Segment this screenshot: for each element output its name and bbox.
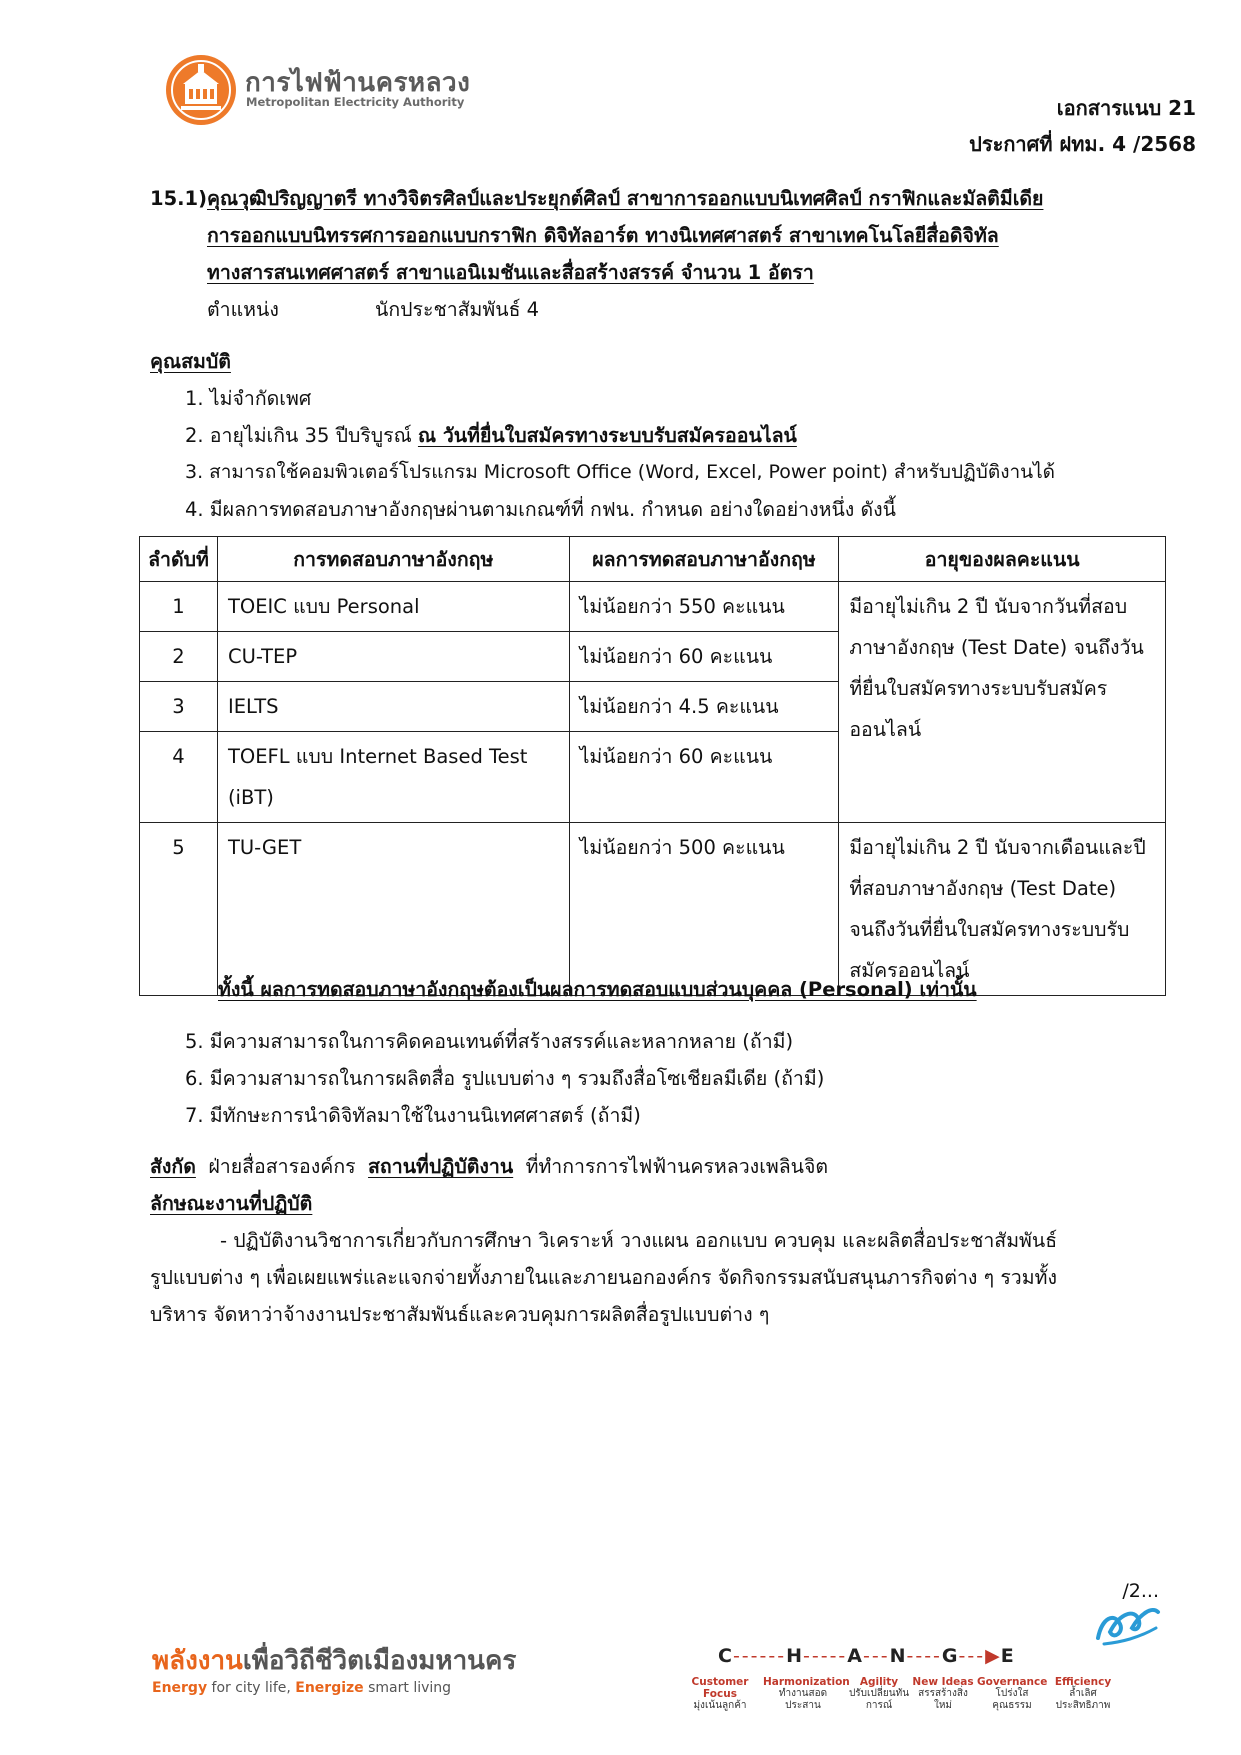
change-letter-h: H — [786, 1645, 803, 1667]
change-letter-n: N — [889, 1645, 907, 1667]
change-item-harmonization — [763, 1676, 850, 1712]
table-header-row — [140, 537, 1166, 582]
qualification-item-2-emphasis: ณ วันที่ยื่นใบสมัครทางระบบรับสมัครออนไลน์ — [417, 424, 797, 447]
qualification-item-1: 1. ไม่จำกัดเพศ — [185, 387, 312, 410]
change-item-efficiency — [1052, 1676, 1114, 1712]
change-item-new-ideas — [912, 1676, 974, 1712]
row-test: IELTS — [217, 682, 569, 732]
slogan-accent: พลังงาน — [152, 1646, 243, 1676]
table-header-no: ลำดับที่ — [140, 537, 218, 582]
table-header-test: การทดสอบภาษาอังกฤษ — [217, 537, 569, 582]
qualification-item-5: 5. มีความสามารถในการคิดคอนเทนต์ที่สร้างสรรค์และหลากหลาย (ถ้ามี) — [185, 1030, 794, 1053]
change-item-en: Efficiency — [1054, 1676, 1112, 1688]
qualification-item-7: 7. มีทักษะการนำดิจิทัลมาใช้ในงานนิเทศศาสตร์ (ถ้ามี) — [185, 1104, 641, 1127]
row-number: 4 — [140, 732, 218, 823]
position-label: ตำแหน่ง — [207, 298, 279, 321]
change-item-en: Harmonization — [763, 1676, 850, 1688]
section-title-line2: การออกแบบนิทรรศการออกแบบกราฟิก ดิจิทัลอาร์ต ทางนิเทศศาสตร์ สาขาเทคโนโลยีสื่อดิจิทัล — [207, 224, 999, 247]
change-item-th: ล้ำเลิศประสิทธิภาพ — [1055, 1688, 1111, 1711]
workplace-value: ที่ทำการการไฟฟ้านครหลวงเพลินจิต — [525, 1155, 829, 1178]
row-score: ไม่น้อยกว่า 550 คะแนน — [569, 582, 839, 632]
change-item-customer-focus — [680, 1676, 760, 1712]
table-note: ทั้งนี้ ผลการทดสอบภาษาอังกฤษต้องเป็นผลการทดสอบแบบส่วนบุคคล (Personal) เท่านั้น — [218, 978, 977, 1001]
slogan-en-text1: for city life, — [207, 1680, 296, 1696]
row-number: 3 — [140, 682, 218, 732]
table-row — [140, 823, 1166, 996]
slogan-rest: เพื่อวิถีชีวิตเมืองมหานคร — [242, 1646, 517, 1676]
mea-logo-icon — [165, 54, 237, 126]
arrow-icon: ▶ — [985, 1645, 1001, 1667]
change-item-th: สรรสร้างสิ่งใหม่ — [918, 1688, 968, 1711]
row-score: ไม่น้อยกว่า 4.5 คะแนน — [569, 682, 839, 732]
qualification-item-6: 6. มีความสามารถในการผลิตสื่อ รูปแบบต่าง ๆ รวมถึงสื่อโซเชียลมีเดีย (ถ้ามี) — [185, 1067, 825, 1090]
affiliation-line — [150, 1148, 828, 1185]
qualification-item-3: 3. สามารถใช้คอมพิวเตอร์โปรแกรม Microsoft Office (Word, Excel, Power point) สำหรับปฏิบัติงานได้ — [185, 461, 1056, 483]
row-number: 2 — [140, 632, 218, 682]
row-score: ไม่น้อยกว่า 60 คะแนน — [569, 732, 839, 823]
change-item-governance — [977, 1676, 1047, 1712]
duties-line3: บริหาร จัดหาว่าจ้างงานประชาสัมพันธ์และควบคุมการผลิตสื่อรูปแบบต่าง ๆ — [150, 1303, 770, 1326]
row-validity-5: มีอายุไม่เกิน 2 ปี นับจากเดือนและปีที่สอบภาษาอังกฤษ (Test Date) จนถึงวันที่ยื่นใบสมัครทางระบบรับสมัครออนไลน์ — [839, 823, 1166, 996]
change-letters: C------H-----A---N----G---▶E — [718, 1645, 1015, 1667]
table-header-score: ผลการทดสอบภาษาอังกฤษ — [569, 537, 839, 582]
table-row — [140, 582, 1166, 632]
change-item-en: Agility — [859, 1676, 899, 1688]
change-item-en: Governance — [977, 1676, 1048, 1688]
change-item-th: โปร่งใสคุณธรรม — [992, 1688, 1032, 1711]
change-item-agility — [848, 1676, 910, 1712]
qualifications-heading: คุณสมบัติ — [150, 350, 231, 373]
attachment-number: เอกสารแนบ 21 — [1056, 96, 1196, 120]
qualification-item-4: 4. มีผลการทดสอบภาษาอังกฤษผ่านตามเกณฑ์ที่ กฟน. กำหนด อย่างใดอย่างหนึ่ง ดังนี้ — [185, 498, 897, 521]
logo-text-english: Metropolitan Electricity Authority — [246, 95, 465, 109]
qualification-item-2-text: 2. อายุไม่เกิน 35 ปีบริบูรณ์ — [185, 424, 418, 447]
change-item-en: Customer Focus — [691, 1676, 749, 1700]
table-header-validity: อายุของผลคะแนน — [839, 537, 1166, 582]
change-letter-g: G — [941, 1645, 959, 1667]
change-item-th: ปรับเปลี่ยนทันการณ์ — [848, 1688, 910, 1711]
duties-heading: ลักษณะงานที่ปฏิบัติ — [150, 1192, 313, 1215]
row-validity-1-4: มีอายุไม่เกิน 2 ปี นับจากวันที่สอบภาษาอังกฤษ (Test Date) จนถึงวันที่ยื่นใบสมัครทางระบบรับสมัครออนไลน์ — [839, 582, 1166, 823]
row-test: TU-GET — [217, 823, 569, 996]
qualification-item-2 — [185, 417, 797, 454]
row-number: 1 — [140, 582, 218, 632]
change-letter-a: A — [847, 1645, 863, 1667]
signature-icon — [1092, 1598, 1164, 1650]
change-letter-c: C — [718, 1645, 733, 1667]
position-value: นักประชาสัมพันธ์ 4 — [375, 298, 540, 321]
row-number: 5 — [140, 823, 218, 996]
change-letter-e: E — [1000, 1645, 1015, 1667]
logo-text-thai: การไฟฟ้านครหลวง — [245, 68, 471, 98]
page-continuation: /2... — [1122, 1580, 1159, 1602]
row-score: ไม่น้อยกว่า 500 คะแนน — [569, 823, 839, 996]
slogan-en-text2: smart living — [363, 1680, 452, 1696]
english-test-table — [139, 536, 1166, 996]
row-score: ไม่น้อยกว่า 60 คะแนน — [569, 632, 839, 682]
footer-slogan-english — [152, 1680, 451, 1696]
announcement-number: ประกาศที่ ฝทม. 4 /2568 — [969, 132, 1196, 156]
row-test: CU-TEP — [217, 632, 569, 682]
section-title-line3: ทางสารสนเทศศาสตร์ สาขาแอนิเมชันและสื่อสร้างสรรค์ จำนวน 1 อัตรา — [207, 261, 814, 284]
duties-line2: รูปแบบต่าง ๆ เพื่อเผยแพร่และแจกจ่ายทั้งภายในและภายนอกองค์กร จัดกิจกรรมสนับสนุนภารกิจต่าง ๆ รวมทั้ง — [150, 1266, 1057, 1289]
slogan-en-energize: Energize — [295, 1680, 364, 1696]
slogan-en-energy: Energy — [152, 1680, 208, 1696]
footer-slogan-thai — [152, 1640, 516, 1681]
row-test: TOEIC แบบ Personal — [217, 582, 569, 632]
section-number: 15.1) — [150, 187, 208, 210]
change-item-th: มุ่งเน้นลูกค้า — [693, 1700, 747, 1711]
change-item-en: New Ideas — [912, 1676, 974, 1688]
workplace-label: สถานที่ปฏิบัติงาน — [368, 1155, 514, 1178]
section-title-line1: คุณวุฒิปริญญาตรี ทางวิจิตรศิลป์และประยุกต์ศิลป์ สาขาการออกแบบนิเทศศิลป์ กราฟิกและมัลติมีเดีย — [207, 187, 1044, 210]
change-item-th: ทำงานสอดประสาน — [778, 1688, 828, 1711]
affiliation-value: ฝ่ายสื่อสารองค์กร — [208, 1155, 356, 1178]
affiliation-label: สังกัด — [150, 1155, 196, 1178]
duties-line1: - ปฏิบัติงานวิชาการเกี่ยวกับการศึกษา วิเคราะห์ วางแผน ออกแบบ ควบคุม และผลิตสื่อประชาสัมพันธ์ — [220, 1229, 1058, 1252]
row-test: TOEFL แบบ Internet Based Test (iBT) — [217, 732, 569, 823]
